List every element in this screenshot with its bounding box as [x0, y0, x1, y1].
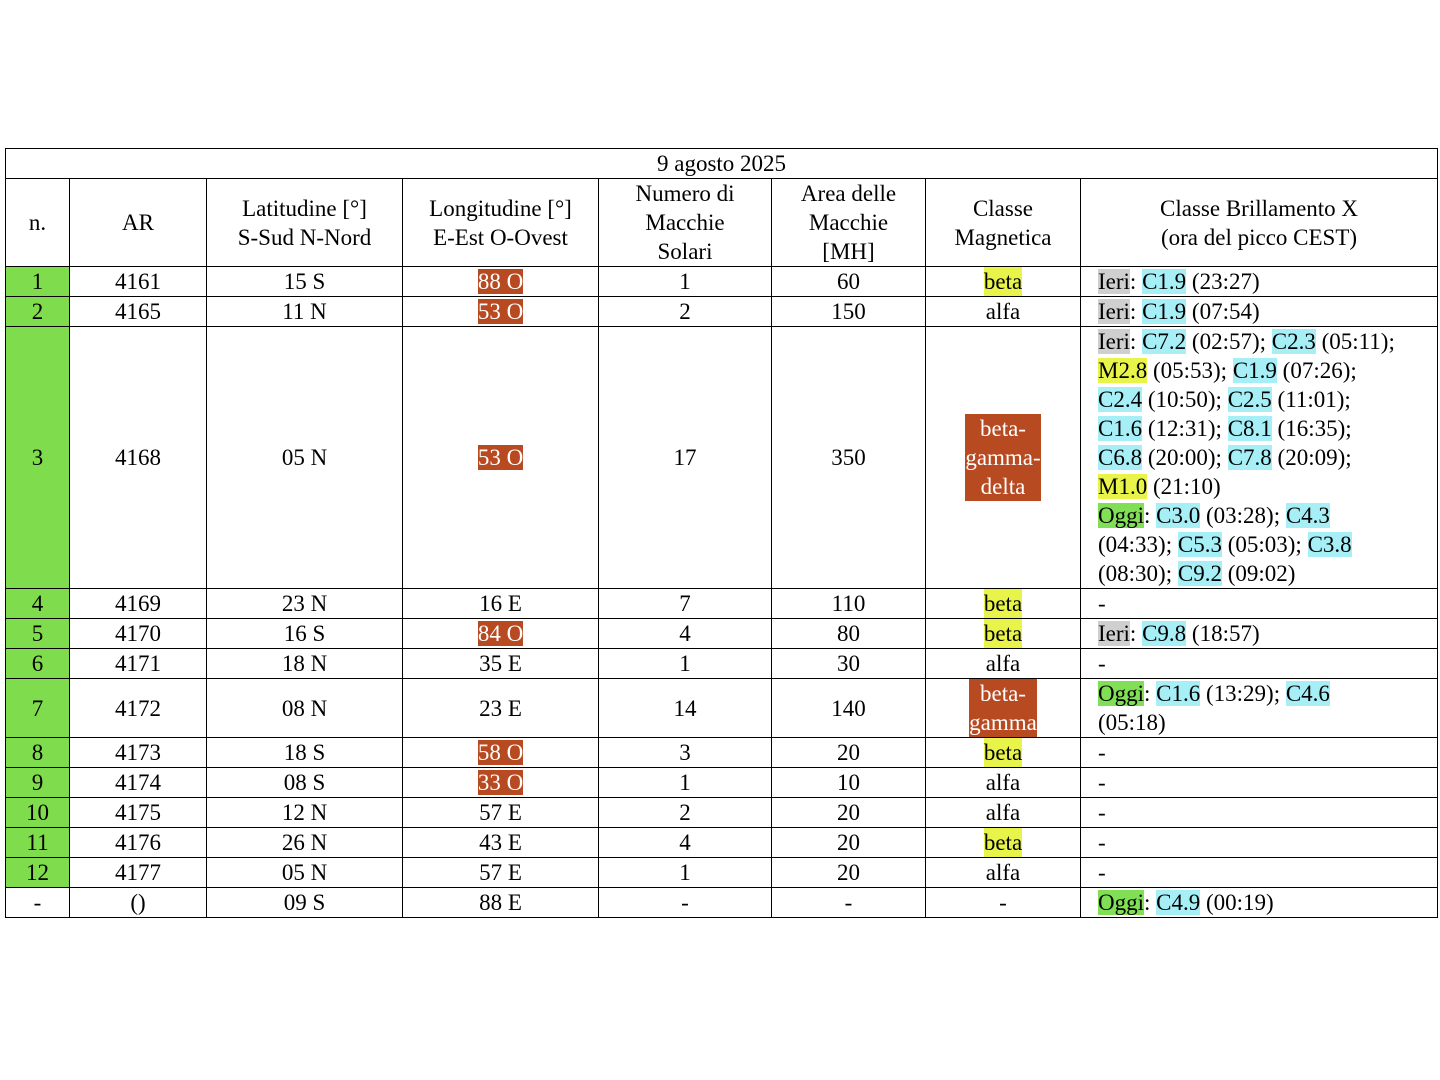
header-row: [6, 179, 1438, 267]
magnetic-class-label: beta: [983, 621, 1023, 646]
flare-text: :: [1129, 269, 1143, 294]
cell-latitude: 15 S: [207, 267, 403, 297]
magnetic-class-label: beta-: [965, 414, 1040, 443]
magnetic-class-label: beta: [983, 591, 1023, 616]
cell-flares: [1081, 888, 1438, 918]
flare-text: (05:53);: [1147, 358, 1233, 383]
magnetic-class-label: gamma-: [965, 445, 1041, 470]
cell-n: -: [6, 888, 70, 918]
flare-class-badge: C2.5: [1227, 387, 1272, 412]
cell-sunspot-count: 1: [599, 858, 772, 888]
flare-text: :: [1144, 890, 1157, 915]
flare-class-badge: C4.9: [1156, 890, 1201, 915]
flare-class-badge: C3.8: [1307, 532, 1352, 557]
cell-n: 2: [6, 297, 70, 327]
flare-class-badge: C4.6: [1285, 681, 1330, 706]
flare-class-badge: C7.8: [1227, 445, 1272, 470]
cell-n: 5: [6, 619, 70, 649]
flare-text: -: [1098, 800, 1106, 825]
cell-sunspot-area: 140: [772, 679, 926, 738]
flare-list: [1098, 649, 1437, 678]
flare-list: [1098, 589, 1437, 618]
cell-n: 3: [6, 327, 70, 589]
cell-sunspot-count: 2: [599, 798, 772, 828]
cell-ar: 4171: [70, 649, 207, 679]
cell-sunspot-area: 20: [772, 738, 926, 768]
flare-class-badge: C1.6: [1098, 416, 1143, 441]
header-flare-class: Classe Brillamento X (ora del picco CEST): [1081, 179, 1438, 267]
flare-class-badge: C2.3: [1271, 329, 1316, 354]
magnetic-class-label: beta: [983, 269, 1023, 294]
cell-longitude: 84 O: [403, 619, 599, 649]
cell-ar: 4172: [70, 679, 207, 738]
flare-text: (09:02): [1221, 561, 1296, 586]
cell-ar: 4175: [70, 798, 207, 828]
flare-text: :: [1144, 681, 1157, 706]
flare-class-badge: C1.9: [1142, 299, 1187, 324]
day-label: Ieri: [1098, 329, 1130, 354]
flare-class-badge: C3.0: [1156, 503, 1201, 528]
flare-text: (21:10): [1147, 474, 1221, 499]
table-row: [6, 828, 1438, 858]
flare-class-badge: C4.3: [1285, 503, 1330, 528]
cell-sunspot-count: 4: [599, 619, 772, 649]
sunspot-report-table: [5, 148, 1438, 918]
flare-class-badge: M1.0: [1098, 474, 1148, 499]
cell-longitude: 23 E: [403, 679, 599, 738]
cell-magnetic-class: [926, 267, 1081, 297]
cell-longitude: 33 O: [403, 768, 599, 798]
cell-n: 1: [6, 267, 70, 297]
cell-ar: 4177: [70, 858, 207, 888]
cell-ar: (): [70, 888, 207, 918]
magnetic-class-label: alfa: [985, 299, 1021, 324]
cell-ar: 4169: [70, 589, 207, 619]
cell-magnetic-class: [926, 828, 1081, 858]
cell-magnetic-class: [926, 679, 1081, 738]
flare-text: -: [1098, 770, 1106, 795]
flare-text: (13:29);: [1200, 681, 1286, 706]
flare-class-badge: C9.2: [1177, 561, 1222, 586]
cell-longitude: 53 O: [403, 327, 599, 589]
header-latitude: Latitudine [°] S-Sud N-Nord: [207, 179, 403, 267]
cell-longitude: 58 O: [403, 738, 599, 768]
cell-sunspot-count: 14: [599, 679, 772, 738]
flare-text: :: [1129, 299, 1143, 324]
cell-magnetic-class: [926, 649, 1081, 679]
magnetic-class-label: alfa: [985, 770, 1021, 795]
cell-latitude: 23 N: [207, 589, 403, 619]
cell-sunspot-area: 20: [772, 858, 926, 888]
header-n: n.: [6, 179, 70, 267]
header-sunspot-area: Area delle Macchie [MH]: [772, 179, 926, 267]
cell-sunspot-area: -: [772, 888, 926, 918]
cell-sunspot-area: 350: [772, 327, 926, 589]
cell-ar: 4176: [70, 828, 207, 858]
header-magnetic-class: Classe Magnetica: [926, 179, 1081, 267]
flare-text: (02:57);: [1186, 329, 1272, 354]
cell-sunspot-count: 1: [599, 768, 772, 798]
flare-text: -: [1098, 740, 1106, 765]
cell-longitude: 88 O: [403, 267, 599, 297]
cell-magnetic-class: [926, 327, 1081, 589]
flare-text: (12:31);: [1142, 416, 1228, 441]
table-row: [6, 619, 1438, 649]
cell-longitude: 88 E: [403, 888, 599, 918]
cell-sunspot-count: 17: [599, 327, 772, 589]
flare-list: [1098, 619, 1437, 648]
table-row: [6, 738, 1438, 768]
header-longitude: Longitudine [°] E-Est O-Ovest: [403, 179, 599, 267]
cell-sunspot-area: 20: [772, 828, 926, 858]
cell-latitude: 11 N: [207, 297, 403, 327]
cell-latitude: 09 S: [207, 888, 403, 918]
magnetic-class-label: beta-: [969, 679, 1037, 708]
cell-sunspot-area: 60: [772, 267, 926, 297]
cell-flares: [1081, 297, 1438, 327]
flare-list: [1098, 501, 1437, 588]
cell-latitude: 12 N: [207, 798, 403, 828]
flare-text: (16:35);: [1271, 416, 1352, 441]
flare-text: -: [1098, 651, 1106, 676]
cell-n: 7: [6, 679, 70, 738]
cell-sunspot-area: 30: [772, 649, 926, 679]
magnetic-class-label: alfa: [985, 651, 1021, 676]
cell-n: 6: [6, 649, 70, 679]
flare-class-badge: C9.8: [1142, 621, 1187, 646]
cell-ar: 4168: [70, 327, 207, 589]
day-label: Ieri: [1098, 299, 1130, 324]
cell-magnetic-class: [926, 888, 1081, 918]
flare-text: (04:33);: [1098, 532, 1178, 557]
flare-text: (05:11);: [1315, 329, 1395, 354]
flare-text: (20:09);: [1271, 445, 1352, 470]
flare-text: (05:03);: [1221, 532, 1308, 557]
table-body: [6, 267, 1438, 918]
header-ar: AR: [70, 179, 207, 267]
table-row: [6, 649, 1438, 679]
cell-latitude: 16 S: [207, 619, 403, 649]
flare-class-badge: M2.8: [1098, 358, 1148, 383]
cell-flares: [1081, 267, 1438, 297]
cell-flares: [1081, 798, 1438, 828]
flare-text: (07:54): [1186, 299, 1260, 324]
magnetic-class-label: -: [999, 890, 1007, 915]
cell-sunspot-count: 1: [599, 649, 772, 679]
cell-latitude: 05 N: [207, 858, 403, 888]
flare-list: [1098, 267, 1437, 296]
table-row: [6, 297, 1438, 327]
cell-sunspot-count: 7: [599, 589, 772, 619]
cell-flares: [1081, 828, 1438, 858]
flare-list: [1098, 327, 1437, 501]
cell-sunspot-area: 110: [772, 589, 926, 619]
cell-n: 10: [6, 798, 70, 828]
day-label: Oggi: [1098, 503, 1144, 528]
flare-class-badge: C6.8: [1098, 445, 1143, 470]
table-row: [6, 798, 1438, 828]
magnetic-class-label: beta: [983, 830, 1023, 855]
cell-sunspot-count: 1: [599, 267, 772, 297]
cell-magnetic-class: [926, 589, 1081, 619]
day-label: Ieri: [1098, 621, 1130, 646]
cell-latitude: 08 N: [207, 679, 403, 738]
cell-longitude: 16 E: [403, 589, 599, 619]
table-row: [6, 768, 1438, 798]
flare-list: [1098, 798, 1437, 827]
cell-latitude: 18 S: [207, 738, 403, 768]
flare-class-badge: C2.4: [1098, 387, 1143, 412]
cell-flares: [1081, 589, 1438, 619]
flare-text: -: [1098, 830, 1106, 855]
flare-text: (11:01);: [1271, 387, 1351, 412]
magnetic-class-label: delta: [965, 472, 1040, 501]
flare-list: [1098, 738, 1437, 767]
flare-text: (05:18): [1098, 710, 1166, 735]
cell-ar: 4165: [70, 297, 207, 327]
flare-class-badge: C5.3: [1177, 532, 1222, 557]
cell-longitude: 43 E: [403, 828, 599, 858]
flare-class-badge: C1.6: [1156, 681, 1201, 706]
table-row: [6, 679, 1438, 738]
magnetic-class-label: alfa: [985, 860, 1021, 885]
cell-longitude: 57 E: [403, 858, 599, 888]
cell-sunspot-area: 10: [772, 768, 926, 798]
cell-ar: 4170: [70, 619, 207, 649]
cell-ar: 4174: [70, 768, 207, 798]
cell-flares: [1081, 327, 1438, 589]
cell-latitude: 08 S: [207, 768, 403, 798]
day-label: Oggi: [1098, 890, 1144, 915]
cell-flares: [1081, 619, 1438, 649]
table-row: [6, 267, 1438, 297]
flare-list: [1098, 828, 1437, 857]
flare-text: (00:19): [1200, 890, 1274, 915]
flare-text: (07:26);: [1276, 358, 1357, 383]
flare-list: [1098, 858, 1437, 887]
day-label: Oggi: [1098, 681, 1144, 706]
flare-text: :: [1144, 503, 1157, 528]
flare-class-badge: C1.9: [1232, 358, 1277, 383]
cell-magnetic-class: [926, 798, 1081, 828]
cell-flares: [1081, 858, 1438, 888]
flare-list: [1098, 297, 1437, 326]
table-title: 9 agosto 2025: [6, 149, 1438, 179]
cell-longitude: 53 O: [403, 297, 599, 327]
cell-latitude: 26 N: [207, 828, 403, 858]
cell-sunspot-area: 150: [772, 297, 926, 327]
cell-latitude: 05 N: [207, 327, 403, 589]
header-sunspot-count: Numero di Macchie Solari: [599, 179, 772, 267]
flare-list: [1098, 679, 1437, 737]
flare-class-badge: C7.2: [1142, 329, 1187, 354]
magnetic-class-label: gamma: [969, 710, 1037, 735]
cell-n: 12: [6, 858, 70, 888]
table-row: [6, 589, 1438, 619]
cell-sunspot-count: -: [599, 888, 772, 918]
cell-sunspot-area: 80: [772, 619, 926, 649]
cell-flares: [1081, 768, 1438, 798]
table-row: [6, 858, 1438, 888]
flare-text: -: [1098, 591, 1106, 616]
table-row: [6, 327, 1438, 589]
flare-text: :: [1129, 621, 1143, 646]
flare-class-badge: C8.1: [1227, 416, 1272, 441]
flare-text: (20:00);: [1142, 445, 1228, 470]
day-label: Ieri: [1098, 269, 1130, 294]
cell-latitude: 18 N: [207, 649, 403, 679]
cell-magnetic-class: [926, 297, 1081, 327]
cell-sunspot-count: 2: [599, 297, 772, 327]
cell-n: 11: [6, 828, 70, 858]
flare-text: -: [1098, 860, 1106, 885]
magnetic-class-label: beta: [983, 740, 1023, 765]
cell-longitude: 57 E: [403, 798, 599, 828]
flare-text: (18:57): [1186, 621, 1260, 646]
cell-magnetic-class: [926, 619, 1081, 649]
flare-list: [1098, 768, 1437, 797]
flare-text: (08:30);: [1098, 561, 1178, 586]
cell-magnetic-class: [926, 768, 1081, 798]
cell-magnetic-class: [926, 858, 1081, 888]
cell-sunspot-count: 4: [599, 828, 772, 858]
cell-n: 9: [6, 768, 70, 798]
cell-ar: 4173: [70, 738, 207, 768]
cell-sunspot-area: 20: [772, 798, 926, 828]
table-row: [6, 888, 1438, 918]
cell-ar: 4161: [70, 267, 207, 297]
cell-sunspot-count: 3: [599, 738, 772, 768]
magnetic-class-label: alfa: [985, 800, 1021, 825]
cell-n: 4: [6, 589, 70, 619]
flare-class-badge: C1.9: [1142, 269, 1187, 294]
flare-text: (10:50);: [1142, 387, 1228, 412]
flare-text: :: [1129, 329, 1143, 354]
cell-flares: [1081, 738, 1438, 768]
cell-magnetic-class: [926, 738, 1081, 768]
cell-longitude: 35 E: [403, 649, 599, 679]
flare-text: (03:28);: [1200, 503, 1286, 528]
cell-flares: [1081, 679, 1438, 738]
cell-flares: [1081, 649, 1438, 679]
flare-list: [1098, 888, 1437, 917]
flare-text: (23:27): [1186, 269, 1260, 294]
cell-n: 8: [6, 738, 70, 768]
